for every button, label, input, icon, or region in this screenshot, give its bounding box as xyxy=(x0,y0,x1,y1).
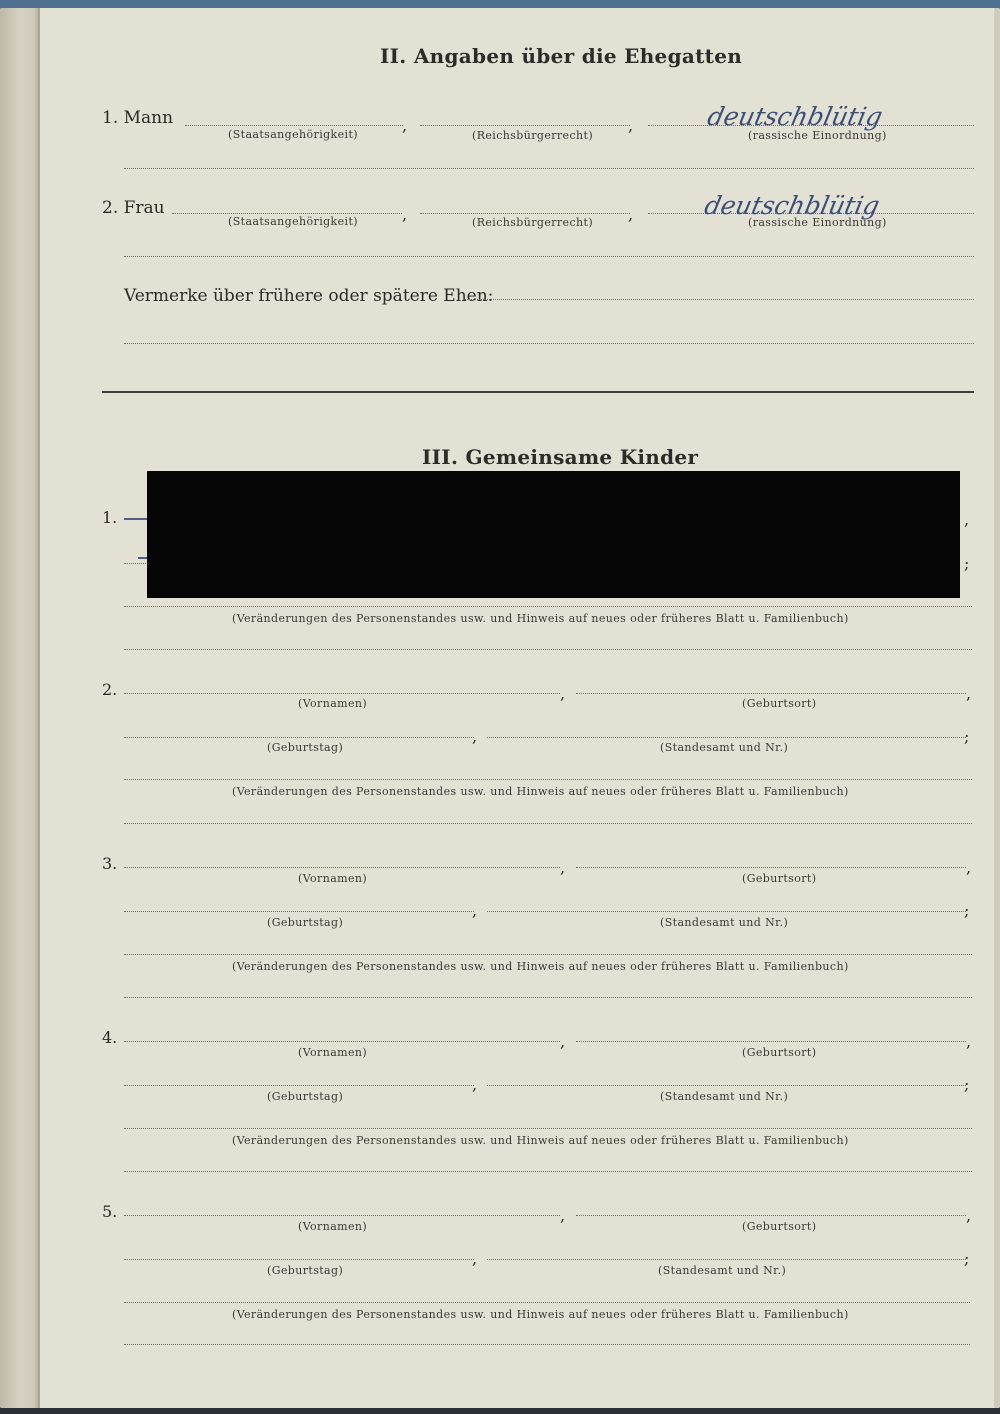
child-5-standesamt-line xyxy=(487,1259,966,1260)
child-3-geburtsort-line xyxy=(576,867,966,868)
mann-reichsbuergerrecht-line xyxy=(420,125,630,126)
child-5-geburtstag-line xyxy=(124,1259,474,1260)
caption-reichsbuergerrecht: (Reichsbürgerrecht) xyxy=(472,216,594,229)
comma: , xyxy=(560,1206,566,1225)
document-page xyxy=(0,8,1000,1408)
comma: , xyxy=(964,510,970,529)
vermerke-label: Vermerke über frühere oder spätere Ehen: xyxy=(124,286,494,306)
frau-staatsangehoerigkeit-line xyxy=(172,213,402,214)
child-2-standesamt-line xyxy=(487,737,966,738)
caption-reichsbuergerrecht: (Reichsbürgerrecht) xyxy=(472,129,594,142)
semicolon: ; xyxy=(964,727,970,746)
frau-handwritten-entry: deutschblütig xyxy=(701,191,883,220)
child-2-vornamen-line xyxy=(124,693,560,694)
frau-label: 2. Frau xyxy=(102,198,165,218)
comma: , xyxy=(966,1032,972,1051)
mann-continuation-line xyxy=(124,168,974,169)
redaction-block xyxy=(147,471,960,598)
semicolon: ; xyxy=(964,1249,970,1268)
child-1-separator-line xyxy=(124,649,972,650)
comma: , xyxy=(628,116,634,135)
child-5-separator-line xyxy=(124,1344,970,1345)
child-3-vornamen-line xyxy=(124,867,560,868)
caption-standesamt: (Standesamt und Nr.) xyxy=(660,741,789,754)
child-4-geburtsort-line xyxy=(576,1041,966,1042)
caption-geburtsort: (Geburtsort) xyxy=(742,872,817,885)
child-4-separator-line xyxy=(124,1171,972,1172)
frau-continuation-line xyxy=(124,256,974,257)
caption-vornamen: (Vornamen) xyxy=(298,1220,368,1233)
comma: , xyxy=(966,684,972,703)
child-number: 3. xyxy=(102,854,118,873)
child-number: 1. xyxy=(102,508,118,527)
comma: , xyxy=(472,901,478,920)
section-3-title: III. Gemeinsame Kinder xyxy=(422,445,699,469)
caption-veraenderungen: (Veränderungen des Personenstandes usw. und Hinweis auf neues oder früheres Blatt u. Familienbuch) xyxy=(232,960,849,973)
comma: , xyxy=(402,205,408,224)
child-5-veraenderungen-line xyxy=(124,1302,970,1303)
child-3-geburtstag-line xyxy=(124,911,474,912)
caption-geburtsort: (Geburtsort) xyxy=(742,697,817,710)
child-2-geburtsort-line xyxy=(576,693,966,694)
comma: , xyxy=(472,1075,478,1094)
caption-rassische-einordnung: (rassische Einordnung) xyxy=(748,216,887,229)
section-divider xyxy=(102,391,974,393)
caption-geburtstag: (Geburtstag) xyxy=(267,1264,344,1277)
section-2-title: II. Angaben über die Ehegatten xyxy=(380,44,743,68)
page-binding xyxy=(0,8,38,1408)
caption-staatsangehoerigkeit: (Staatsangehörigkeit) xyxy=(228,215,358,228)
comma: , xyxy=(560,858,566,877)
child-2-separator-line xyxy=(124,823,972,824)
child-2-veraenderungen-line xyxy=(124,779,972,780)
comma: , xyxy=(402,116,408,135)
comma: , xyxy=(628,205,634,224)
child-4-vornamen-line xyxy=(124,1041,560,1042)
vermerke-continuation-line xyxy=(124,343,974,344)
child-4-standesamt-line xyxy=(487,1085,966,1086)
child-3-separator-line xyxy=(124,997,972,998)
mann-handwritten-entry: deutschblütig xyxy=(704,102,886,131)
caption-rassische-einordnung: (rassische Einordnung) xyxy=(748,129,887,142)
comma: , xyxy=(966,858,972,877)
child-3-standesamt-line xyxy=(487,911,966,912)
caption-standesamt: (Standesamt und Nr.) xyxy=(660,1090,789,1103)
mann-staatsangehoerigkeit-line xyxy=(185,125,403,126)
caption-veraenderungen: (Veränderungen des Personenstandes usw. und Hinweis auf neues oder früheres Blatt u. Familienbuch) xyxy=(232,785,849,798)
caption-veraenderungen: (Veränderungen des Personenstandes usw. und Hinweis auf neues oder früheres Blatt u. Familienbuch) xyxy=(232,1134,849,1147)
child-4-veraenderungen-line xyxy=(124,1128,972,1129)
child-5-vornamen-line xyxy=(124,1215,560,1216)
child-number: 5. xyxy=(102,1202,118,1221)
semicolon: ; xyxy=(964,1075,970,1094)
vermerke-line xyxy=(465,299,974,300)
child-number: 4. xyxy=(102,1028,118,1047)
caption-veraenderungen: (Veränderungen des Personenstandes usw. und Hinweis auf neues oder früheres Blatt u. Familienbuch) xyxy=(232,612,849,625)
caption-vornamen: (Vornamen) xyxy=(298,697,368,710)
child-2-geburtstag-line xyxy=(124,737,474,738)
caption-vornamen: (Vornamen) xyxy=(298,1046,368,1059)
caption-standesamt: (Standesamt und Nr.) xyxy=(658,1264,787,1277)
caption-geburtstag: (Geburtstag) xyxy=(267,1090,344,1103)
caption-geburtstag: (Geburtstag) xyxy=(267,741,344,754)
caption-staatsangehoerigkeit: (Staatsangehörigkeit) xyxy=(228,128,358,141)
child-number: 2. xyxy=(102,680,118,699)
child-5-geburtsort-line xyxy=(576,1215,966,1216)
comma: , xyxy=(560,1032,566,1051)
semicolon: ; xyxy=(964,901,970,920)
caption-geburtstag: (Geburtstag) xyxy=(267,916,344,929)
frau-reichsbuergerrecht-line xyxy=(420,213,630,214)
semicolon: ; xyxy=(964,554,970,573)
child-4-geburtstag-line xyxy=(124,1085,474,1086)
caption-geburtsort: (Geburtsort) xyxy=(742,1220,817,1233)
comma: , xyxy=(472,1249,478,1268)
child-1-veraenderungen-line xyxy=(124,606,972,607)
caption-veraenderungen: (Veränderungen des Personenstandes usw. und Hinweis auf neues oder früheres Blatt u. Familienbuch) xyxy=(232,1308,849,1321)
caption-vornamen: (Vornamen) xyxy=(298,872,368,885)
page-right-edge xyxy=(994,8,1000,1408)
binding-edge xyxy=(38,8,40,1408)
comma: , xyxy=(966,1206,972,1225)
child-3-veraenderungen-line xyxy=(124,954,972,955)
caption-geburtsort: (Geburtsort) xyxy=(742,1046,817,1059)
caption-standesamt: (Standesamt und Nr.) xyxy=(660,916,789,929)
mann-label: 1. Mann xyxy=(102,108,174,128)
comma: , xyxy=(472,727,478,746)
comma: , xyxy=(560,684,566,703)
